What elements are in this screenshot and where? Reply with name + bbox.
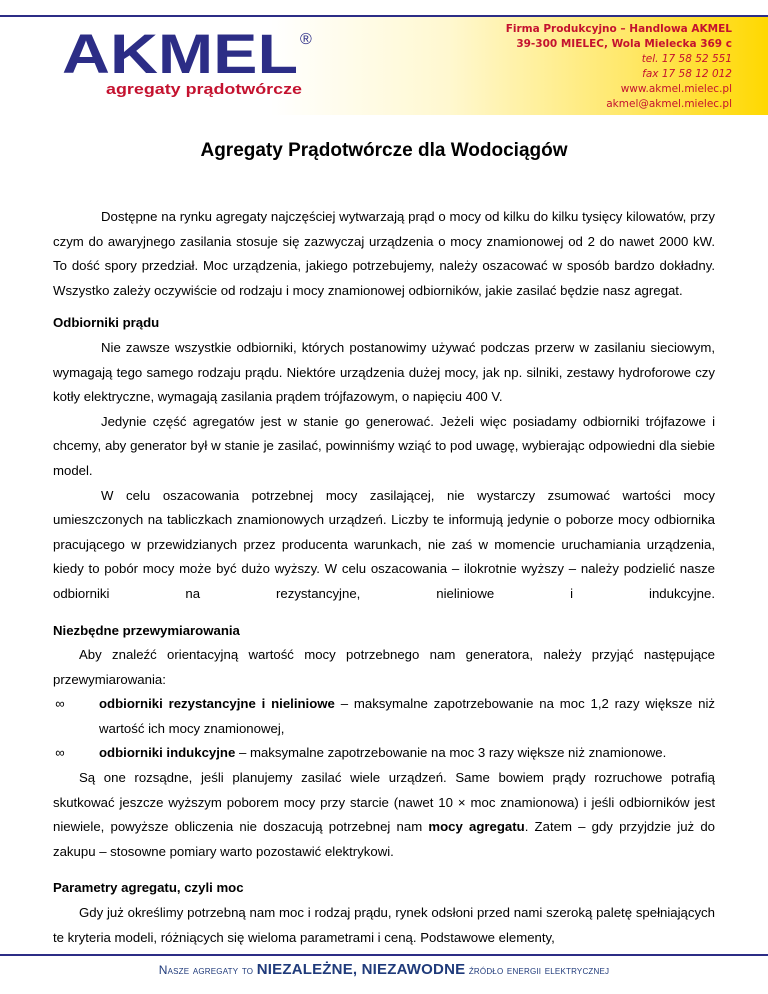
document-body — [53, 205, 715, 950]
bullet-item — [53, 741, 715, 766]
intro-paragraph: Dostępne na rynku agregaty najczęściej wytwarzają prąd o mocy od kilku do kilku tysięcy kilowatów, przy czym do awaryjnego zasilania stosuje się zazwyczaj urządzenia o mocy znamionowej od 2 do nawet 2000 kW. To dość spory przedział. Moc urządzenia, jakiego potrzebujemy, należy oszacować w sposób bardzo dokładny. Wszystko zależy oczywiście od rodzaju i mocy znamionowej odbiorników, jakie zasilać będzie nasz agregat. — [53, 209, 715, 298]
bullet-term: odbiorniki indukcyjne — [99, 745, 236, 761]
section1-paragraph-3: W celu oszacowania potrzebnej mocy zasilającej, nie wystarczy zsumować wartości mocy umieszczonych na tabliczkach znamionowych urządzeń. Liczby te informują jedynie o poborze mocy odbiornika pracującego w przewidzianych przez producenta warunkach, nie zaś w momencie uruchamiania urządzenia, kiedy to pobór mocy może być dużo wyższy. W celu oszacowania – ilokrotnie wyższy – należy podzielić nasze odbiorniki na rezystancyjne, nieliniowe i indukcyjne. — [53, 487, 715, 601]
company-email[interactable]: akmel@akmel.mielec.pl — [606, 98, 732, 110]
section-heading-parametry: Parametry agregatu, czyli moc — [53, 880, 244, 896]
page-title: Agregaty Prądotwórcze dla Wodociągów — [200, 140, 568, 161]
bullet-text: – maksymalne zapotrzebowanie na moc 1,2 razy większe niż wartość ich mocy znamionowej, — [99, 696, 715, 736]
closing-bold: mocy agregatu — [428, 819, 525, 835]
infinity-bullet-icon: ∞ — [55, 696, 65, 712]
section3-paragraph-1: Gdy już określimy potrzebną nam moc i rodzaj prądu, rynek odsłoni przed nami szeroką paletę spełniających te kryteria modeli, różniących się wieloma parametrami i ceną. Podstawowe elementy, — [53, 905, 715, 945]
bullet-term: odbiorniki rezystancyjne i nieliniowe — [99, 696, 335, 712]
footer-text-2: źródło energii elektrycznej — [465, 963, 610, 977]
section1-paragraph-2: Jedynie część agregatów jest w stanie go generować. Jeżeli więc posiadamy odbiorniki trójfazowe i chcemy, aby generator był w stanie je zasilać, powinniśmy wziąć to pod uwagę, wybierając odpowiedni dla siebie model. — [53, 413, 715, 478]
logo-wordmark: AKMEL — [62, 28, 298, 85]
footer-text-1: Nasze agregaty to — [158, 963, 257, 977]
company-contact — [506, 22, 732, 112]
infinity-bullet-icon: ∞ — [55, 745, 65, 761]
logo-registered-mark: ® — [300, 31, 312, 48]
closing-text-1: Są one rozsądne, jeśli planujemy zasilać wiele urządzeń. Same bowiem prądy rozruchowe potrafią skutkować jeszcze wyższym poborem mocy przy starcie (nawet 10 × moc znamionowa) i jeśli odbiorników jest niewiele, powyższe obliczenia nie doszacują potrzebnej nam — [53, 770, 715, 835]
bullet-text: – maksymalne zapotrzebowanie na moc 3 razy większe niż znamionowe. — [235, 745, 667, 761]
company-name: Firma Produkcyjno – Handlowa AKMEL — [505, 23, 732, 35]
company-fax: fax 17 58 12 012 — [642, 68, 732, 80]
company-phone: tel. 17 58 52 551 — [641, 53, 732, 65]
footer-slogan — [0, 961, 768, 978]
section2-closing — [53, 766, 715, 864]
bullet-item — [53, 692, 715, 741]
akmel-logo — [62, 28, 322, 98]
section-heading-przewymiarowania: Niezbędne przewymiarowania — [53, 622, 240, 638]
closing-text-2: . Zatem – gdy przyjdzie już do zakupu – stosowne pomiary warto pozostawić elektrykowi. — [53, 819, 715, 859]
section1-paragraph-1: Nie zawsze wszystkie odbiorniki, których postanowimy używać podczas przerw w zasilaniu sieciowym, wymagają tego samego rodzaju prądu. Niektóre urządzenia dużej mocy, jak np. silniki, zestawy hydroforowe czy kotły elektryczne, wymagają zasilania prądem trójfazowym, o napięciu 400 V. — [53, 339, 715, 405]
section-heading-odbiorniki: Odbiorniki prądu — [53, 315, 160, 331]
company-website[interactable]: www.akmel.mielec.pl — [620, 83, 732, 95]
logo-subtitle: agregaty prądotwórcze — [106, 81, 302, 98]
footer-highlight: NIEZALEŻNE, NIEZAWODNE — [256, 961, 466, 978]
section2-intro: Aby znaleźć orientacyjną wartość mocy potrzebnego nam generatora, należy przyjąć następujące przewymiarowania: — [53, 647, 715, 687]
footer-rule — [0, 954, 768, 956]
company-address: 39-300 MIELEC, Wola Mielecka 369 c — [516, 38, 732, 50]
